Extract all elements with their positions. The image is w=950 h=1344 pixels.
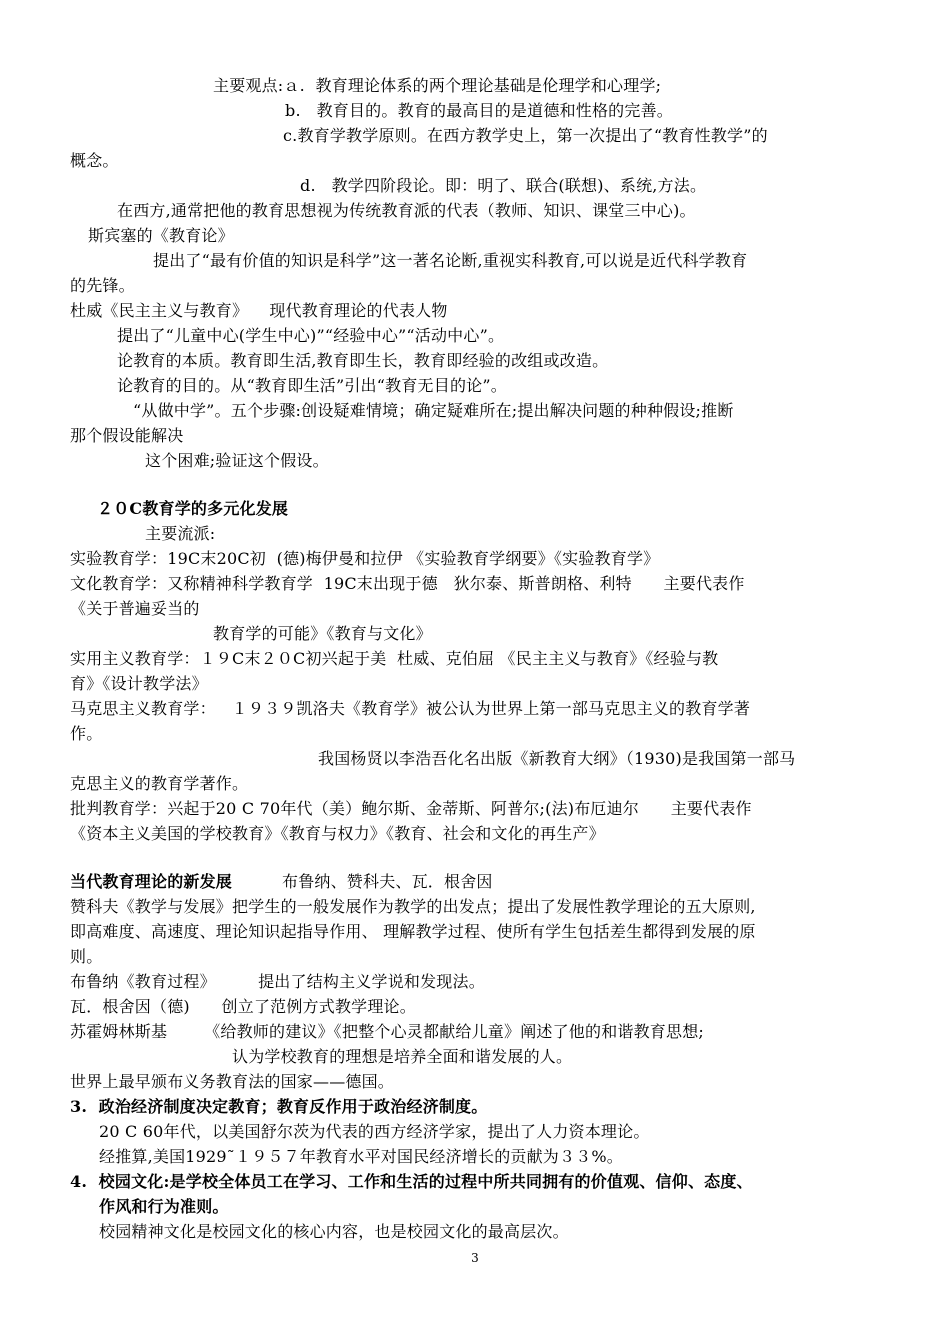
text-line: 布鲁纳、赞科夫、瓦．根舍因 bbox=[282, 872, 493, 891]
page-number: 3 bbox=[471, 1251, 479, 1265]
numbered-heading: 作风和行为准则。 bbox=[99, 1197, 229, 1216]
text-line: 布鲁纳《教育过程》 提出了结构主义学说和发现法。 bbox=[70, 972, 485, 991]
text-line: 实验教育学：19C末20C初 (德)梅伊曼和拉伊 《实验教育学纲要》《实验教育学》 bbox=[70, 549, 660, 568]
text-line: b. 教育目的。教育的最高目的是道德和性格的完善。 bbox=[285, 101, 673, 120]
text-line: 概念。 bbox=[70, 151, 119, 170]
text-line: 我国杨贤以李浩吾化名出版《新教育大纲》（1930)是我国第一部马 bbox=[318, 749, 796, 768]
text-line: 文化教育学：又称精神科学教育学 19C末出现于德 狄尔泰、斯普朗格、利特 主要代表作 bbox=[70, 574, 745, 593]
text-line: 论教育的本质。教育即生活,教育即生长，教育即经验的改组或改造。 bbox=[117, 351, 609, 370]
text-line: 《资本主义美国的学校教育》《教育与权力》《教育、社会和文化的再生产》 bbox=[70, 824, 605, 843]
section-heading: ２０C教育学的多元化发展 bbox=[97, 499, 289, 518]
text-line: 斯宾塞的《教育论》 bbox=[88, 226, 234, 245]
text-line: 主要观点:ａ. 教育理论体系的两个理论基础是伦理学和心理学; bbox=[213, 76, 662, 95]
text-line: 提出了“儿童中心(学生中心)”“经验中心”“活动中心”。 bbox=[117, 326, 505, 345]
numbered-heading: 4. 校园文化:是学校全体员工在学习、工作和生活的过程中所共同拥有的价值观、信仰、态度、 bbox=[70, 1172, 753, 1191]
text-line: 批判教育学：兴起于20 C 70年代（美）鲍尔斯、金蒂斯、阿普尔;(法)布厄迪尔 主要代表作 bbox=[70, 799, 752, 818]
text-line: 赞科夫《教学与发展》把学生的一般发展作为教学的出发点；提出了发展性教学理论的五大原则, bbox=[70, 897, 756, 916]
text-line: 杜威《民主主义与教育》 现代教育理论的代表人物 bbox=[70, 301, 448, 320]
text-line: d. 教学四阶段论。即：明了、联合(联想)、系统,方法。 bbox=[300, 176, 707, 195]
text-line: 克思主义的教育学著作。 bbox=[70, 774, 249, 793]
text-line: “从做中学”。五个步骤:创设疑难情境；确定疑难所在;提出解决问题的种种假设;推断 bbox=[133, 401, 734, 420]
text-line: 那个假设能解决 bbox=[70, 426, 184, 445]
text-line: 认为学校教育的理想是培养全面和谐发展的人。 bbox=[232, 1047, 573, 1066]
text-line: 苏霍姆林斯基 《给教师的建议》《把整个心灵都献给儿童》阐述了他的和谐教育思想; bbox=[70, 1022, 704, 1041]
text-line: 瓦．根舍因（德) 创立了范例方式教学理论。 bbox=[70, 997, 416, 1016]
text-line: 则。 bbox=[70, 947, 103, 966]
text-line: c.教育学教学原则。在西方教学史上，第一次提出了“教育性教学”的 bbox=[283, 126, 768, 145]
text-line: 论教育的目的。从“教育即生活”引出“教育无目的论”。 bbox=[117, 376, 507, 395]
text-line: 教育学的可能》《教育与文化》 bbox=[213, 624, 432, 643]
text-line: 世界上最早颁布义务教育法的国家——德国。 bbox=[70, 1072, 395, 1091]
text-line: 提出了“最有价值的知识是科学”这一著名论断,重视实科教育,可以说是近代科学教育 bbox=[153, 251, 748, 270]
numbered-heading: 3. 政治经济制度决定教育；教育反作用于政治经济制度。 bbox=[70, 1097, 488, 1116]
text-line: 20 C 60年代，以美国舒尔茨为代表的西方经济学家，提出了人力资本理论。 bbox=[99, 1122, 650, 1141]
text-line: 《关于普遍妥当的 bbox=[70, 599, 200, 618]
text-line: 经推算,美国1929˜１９５７年教育水平对国民经济增长的贡献为３３%。 bbox=[99, 1147, 624, 1166]
text-line: 马克思主义教育学： １９３９凯洛夫《教育学》被公认为世界上第一部马克思主义的教育学著 bbox=[70, 699, 751, 718]
text-line: 即高难度、高速度、理论知识起指导作用、 理解教学过程、使所有学生包括差生都得到发展的原 bbox=[70, 922, 756, 941]
text-line: 这个困难;验证这个假设。 bbox=[145, 451, 329, 470]
section-heading: 当代教育理论的新发展 bbox=[70, 872, 233, 891]
text-line: 作。 bbox=[70, 724, 103, 743]
text-line: 育》《设计教学法》 bbox=[70, 674, 208, 693]
text-line: 主要流派: bbox=[145, 524, 216, 543]
text-line: 的先锋。 bbox=[70, 276, 135, 295]
text-line: 实用主义教育学：１９C末２０C初兴起于美 杜威、克伯屈 《民主主义与教育》《经验与教 bbox=[70, 649, 719, 668]
text-line: 在西方,通常把他的教育思想视为传统教育派的代表（教师、知识、课堂三中心)。 bbox=[117, 201, 696, 220]
text-line: 校园精神文化是校园文化的核心内容，也是校园文化的最高层次。 bbox=[99, 1222, 569, 1241]
